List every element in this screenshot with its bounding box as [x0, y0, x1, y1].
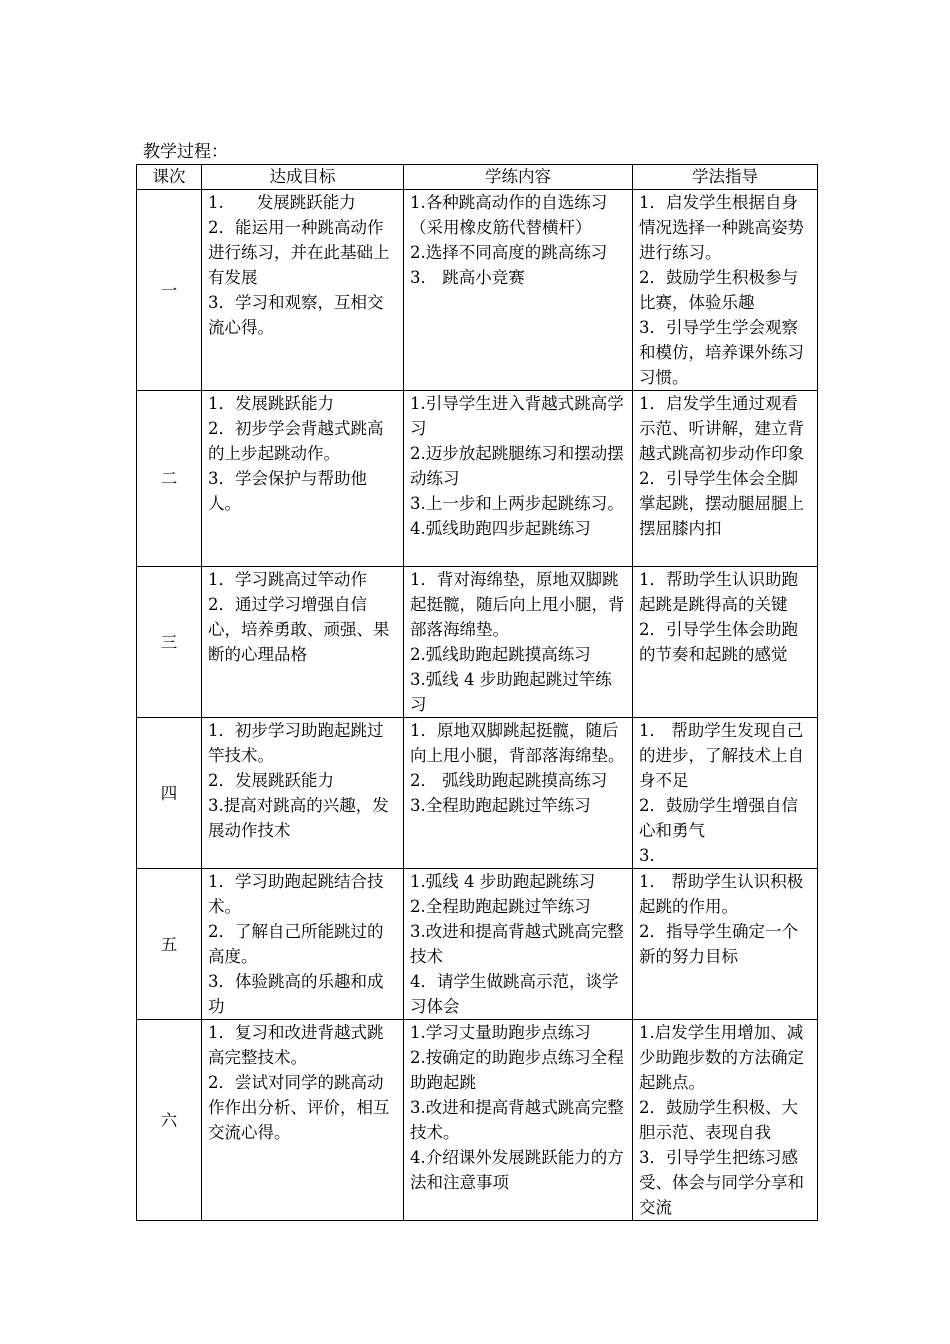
- goal-line: 2．尝试对同学的跳高动作作出分析、评价，相互交流心得。: [208, 1073, 390, 1142]
- goal-line: 1．学习助跑起跳结合技术。: [208, 872, 384, 916]
- content-line: 1．原地双脚跳起挺髋，随后向上甩小腿，背部落海绵垫。: [410, 721, 625, 765]
- table-header-row: [137, 165, 818, 190]
- content-line: 3.改进和提高背越式跳高完整技术。: [410, 1098, 624, 1142]
- goals-cell: [202, 1020, 404, 1221]
- content-cell: [404, 391, 633, 567]
- guidance-line: 2．指导学生确定一个新的努力目标: [639, 922, 798, 966]
- guidance-line: 1.启发学生用增加、减少助跑步数的方法确定起跳点。: [639, 1023, 804, 1092]
- goal-line: 1．发展跳跃能力: [208, 394, 334, 413]
- table-row: [137, 567, 818, 718]
- content-cell: [404, 190, 633, 391]
- content-line: 2． 弧线助跑起跳摸高练习: [410, 771, 608, 790]
- content-line: 1.弧线 4 步助跑起跳练习: [410, 872, 596, 891]
- goal-line: 3．学习和观察，互相交流心得。: [208, 293, 384, 337]
- guidance-line: 2．引导学生体会全脚掌起跳，摆动腿屈腿上摆屈膝内扣: [639, 469, 804, 538]
- guidance-cell: [633, 391, 818, 567]
- guidance-cell: [633, 869, 818, 1020]
- content-line: 1.引导学生进入背越式跳高学习: [410, 394, 624, 438]
- guidance-line: 1．启发学生通过观看示范、听讲解，建立背越式跳高初步动作印象: [639, 394, 804, 463]
- goal-line: 2．通过学习增强自信心，培养勇敢、顽强、果断的心理品格: [208, 595, 390, 664]
- goals-cell: [202, 567, 404, 718]
- goals-cell: [202, 869, 404, 1020]
- goal-line: 2．了解自己所能跳过的高度。: [208, 922, 384, 966]
- content-line: 2.弧线助跑起跳摸高练习: [410, 645, 591, 664]
- goal-line: 2．能运用一种跳高动作进行练习，并在此基础上有发展: [208, 218, 390, 287]
- goals-cell: [202, 190, 404, 391]
- lesson-number: 三: [137, 567, 202, 718]
- content-line: 2.选择不同高度的跳高练习: [410, 243, 608, 262]
- content-line: 2.全程助跑起跳过竿练习: [410, 897, 591, 916]
- goal-line: 3．学会保护与帮助他人。: [208, 469, 367, 513]
- guidance-cell: [633, 1020, 818, 1221]
- lesson-number: 五: [137, 869, 202, 1020]
- goal-line: 1．学习跳高过竿动作: [208, 570, 367, 589]
- section-heading: 教学过程：: [143, 142, 228, 162]
- guidance-cell: [633, 718, 818, 869]
- guidance-line: 1． 帮助学生发现自己的进步，了解技术上自身不足: [639, 721, 804, 790]
- table-row: [137, 1020, 818, 1221]
- content-line: 1.学习丈量助跑步点练习: [410, 1023, 591, 1042]
- guidance-line: 1．启发学生根据自身情况选择一种跳高姿势进行练习。: [639, 193, 804, 262]
- guidance-line: 2．鼓励学生积极参与比赛，体验乐趣: [639, 268, 798, 312]
- guidance-line: 2．鼓励学生积极、大胆示范、表现自我: [639, 1098, 798, 1142]
- content-line: 3.上一步和上两步起跳练习。: [410, 494, 624, 513]
- goal-line: 1. 发展跳跃能力: [208, 193, 356, 212]
- content-line: 1.各种跳高动作的自选练习（采用橡皮筋代替横杆）: [410, 193, 608, 237]
- goal-line: 2．发展跳跃能力: [208, 771, 334, 790]
- table-row: [137, 190, 818, 391]
- guidance-line: 3．引导学生把练习感受、体会与同学分享和交流: [639, 1148, 804, 1217]
- content-cell: [404, 718, 633, 869]
- guidance-line: 1． 帮助学生认识积极起跳的作用。: [639, 872, 804, 916]
- guidance-cell: [633, 190, 818, 391]
- guidance-cell: [633, 567, 818, 718]
- header-content: 学练内容: [404, 165, 633, 190]
- content-line: 2.按确定的助跑步点练习全程助跑起跳: [410, 1048, 624, 1092]
- content-line: 4．请学生做跳高示范，谈学习体会: [410, 972, 619, 1016]
- guidance-line: 3．引导学生学会观察和模仿，培养课外练习习惯。: [639, 318, 804, 387]
- table-row: [137, 869, 818, 1020]
- content-cell: [404, 1020, 633, 1221]
- content-line: 4.弧线助跑四步起跳练习: [410, 519, 591, 538]
- goal-line: 3.提高对跳高的兴趣，发展动作技术: [208, 796, 389, 840]
- guidance-line: 1．帮助学生认识助跑起跳是跳得高的关键: [639, 570, 798, 614]
- content-cell: [404, 869, 633, 1020]
- content-line: 3.弧线 4 步助跑起跳过竿练习: [410, 670, 612, 714]
- lesson-number: 六: [137, 1020, 202, 1221]
- content-line: 3.全程助跑起跳过竿练习: [410, 796, 591, 815]
- goal-line: 1．初步学习助跑起跳过竿技术。: [208, 721, 384, 765]
- table-row: [137, 391, 818, 567]
- goals-cell: [202, 391, 404, 567]
- guidance-line: 3．: [639, 846, 666, 865]
- goal-line: 1．复习和改进背越式跳高完整技术。: [208, 1023, 384, 1067]
- teaching-process-table: [136, 164, 818, 1221]
- goal-line: 3．体验跳高的乐趣和成功: [208, 972, 384, 1016]
- content-line: 1．背对海绵垫，原地双脚跳起挺髋，随后向上甩小腿，背部落海绵垫。: [410, 570, 625, 639]
- content-line: 4.介绍课外发展跳跃能力的方法和注意事项: [410, 1148, 624, 1192]
- content-cell: [404, 567, 633, 718]
- content-line: 2.迈步放起跳腿练习和摆动摆动练习: [410, 444, 624, 488]
- content-line: 3.改进和提高背越式跳高完整技术: [410, 922, 624, 966]
- content-line: 3． 跳高小竞赛: [410, 268, 525, 287]
- guidance-line: 2．鼓励学生增强自信心和勇气: [639, 796, 798, 840]
- guidance-line: 2．引导学生体会助跑的节奏和起跳的感觉: [639, 620, 798, 664]
- header-goals: 达成目标: [202, 165, 404, 190]
- goal-line: 2．初步学会背越式跳高的上步起跳动作。: [208, 419, 384, 463]
- goals-cell: [202, 718, 404, 869]
- table-row: [137, 718, 818, 869]
- lesson-number: 二: [137, 391, 202, 567]
- header-guidance: 学法指导: [633, 165, 818, 190]
- lesson-number: 一: [137, 190, 202, 391]
- header-lesson: 课次: [137, 165, 202, 190]
- lesson-number: 四: [137, 718, 202, 869]
